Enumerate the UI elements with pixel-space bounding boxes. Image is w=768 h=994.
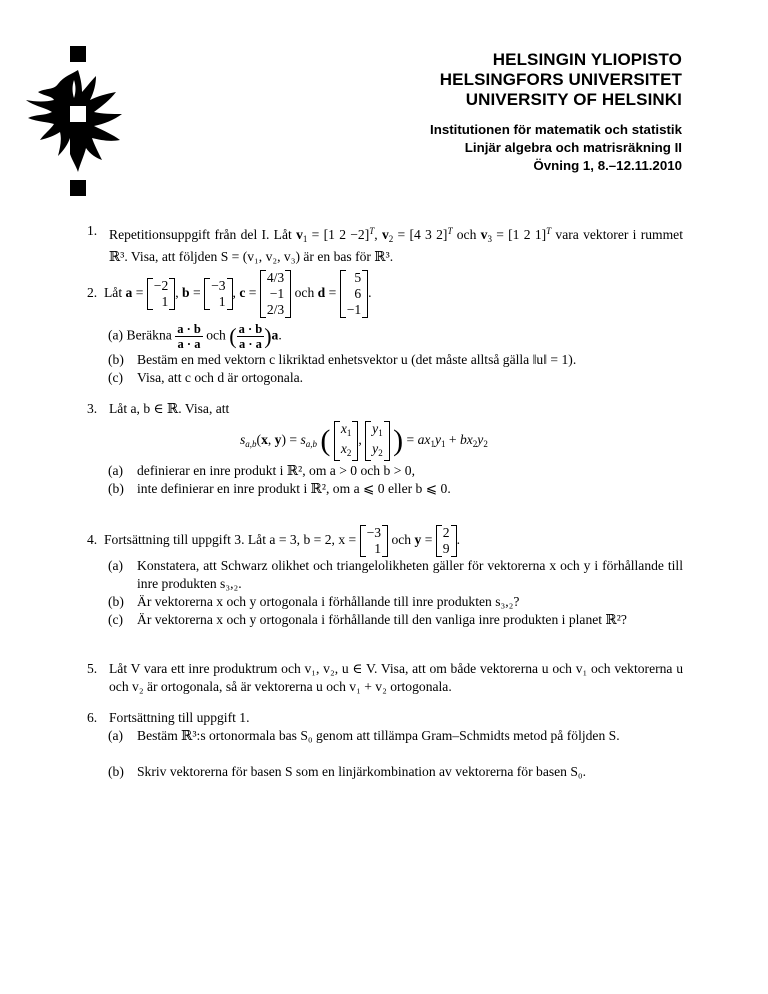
vector-v1: [1 2 −2] [323, 227, 370, 242]
sub-label: (a) [108, 558, 124, 573]
problem-text: Låt V vara ett inre produktrum och v₁, v₂, u ∈ V. Visa, att om både vektorerna u och v₁ och vektorerna u och v₂ är ortogonala, så är vektorerna u och v₁ + v₂ ortogonala. [109, 661, 683, 694]
problem-number: 2. [87, 285, 98, 301]
matrix-d [340, 270, 368, 318]
problem-text: Fortsättning till uppgift 1. [109, 710, 250, 725]
matrix-cell: 1 [218, 294, 226, 309]
matrix-cell: 5 [354, 270, 362, 285]
course-name: Linjär algebra och matrisräkning II [464, 140, 682, 155]
problem-number: 6. [87, 710, 98, 725]
inner-product-formula: $s_{a,b}(x$, $y) = s_{a,b}$ ( $x_1$ $x_2$ , $y_1$ $y_2$ ) = $ax_1y_1 + bx_2y_2$ [240, 421, 488, 461]
matrix-c [260, 270, 291, 318]
matrix-cell: 9 [442, 541, 450, 556]
sub-label: (b) [108, 481, 124, 496]
problem-6 [87, 709, 683, 727]
problem-3a [108, 462, 683, 480]
matrix-cell: −1 [269, 286, 285, 301]
problem-intro: Fortsättning till uppgift 3. Låt a = 3, b = 2, x = [104, 532, 357, 548]
sub-label: (b) [108, 764, 124, 779]
sub-label: (c) [108, 370, 124, 385]
sub-text: Beräkna [126, 327, 172, 343]
problem-3b [108, 480, 683, 498]
university-logo-icon [24, 44, 124, 196]
problem-number: 3. [87, 401, 98, 416]
matrix-cell: −2 [153, 278, 169, 293]
matrix-cell: 1 [374, 541, 382, 556]
problem-2-vectors: 2. Låt a = −2 1 , b = −3 1 , c = 4/3 −1 2/3 och d = 5 6 −1 . [87, 270, 372, 317]
matrix-y [436, 525, 457, 557]
problem-intro: Repetitionsuppgift från del I. Låt [109, 227, 292, 242]
problem-6a [108, 727, 683, 745]
problem-number: 5. [87, 661, 98, 676]
sub-text: inte definierar en inre produkt i ℝ², om a ⩽ 0 eller b ⩽ 0. [137, 481, 451, 496]
vector-v3: [1 2 1] [508, 227, 547, 242]
vector-v2: [4 3 2] [409, 227, 448, 242]
sub-text: Är vektorerna x och y ortogonala i förhållande till inre produkten s₃,₂? [137, 594, 520, 609]
university-name-fi: HELSINGIN YLIOPISTO [492, 50, 682, 69]
university-name [440, 50, 682, 110]
problem-2c [108, 369, 683, 387]
problem-2b [108, 351, 683, 369]
problem-number: 1. [87, 223, 98, 238]
problem-4b [108, 593, 683, 611]
university-name-sv: HELSINGFORS UNIVERSITET [439, 70, 682, 89]
course-header [430, 121, 682, 175]
problem-5 [87, 660, 683, 696]
matrix-a [147, 278, 175, 310]
matrix-cell: 6 [354, 286, 362, 301]
problem-text: Repetitionsuppgift från del I. Låt $v_1 = [1$ 2 −2]$^T$, $v_2 = [4$ 3 2]$^T$ och $v_3 = [1$ 2 1]$^T$ vara vektorer i rummet ℝ³. Visa, att följden S = (v₁, v₂, v₃) är en bas för ℝ³. [109, 226, 683, 264]
problem-3 [87, 400, 683, 418]
sub-label: (a) [108, 728, 124, 743]
sub-text: Bestäm en med vektorn c likriktad enhetsvektor u (det måste alltså gälla ‖u‖ = 1). [137, 352, 577, 367]
sub-label: (b) [108, 352, 124, 367]
matrix-cell: −1 [346, 302, 362, 317]
problem-4-intro: 4. Fortsättning till uppgift 3. Låt a = 3, b = 2, x = −3 1 och y = 2 9 . [87, 525, 460, 556]
matrix-cell: −3 [211, 278, 226, 293]
problem-6b [108, 763, 683, 781]
matrix-x [360, 525, 388, 557]
problem-tail: vektorer i rummet ℝ³. Visa, att följden S = (v₁, v₂, v₃) är en bas för ℝ³. [109, 227, 683, 264]
sub-text: Skriv vektorerna för basen S som en linjärkombination av vektorerna för basen S₀. [137, 764, 587, 779]
sub-label: (a) [108, 327, 124, 343]
problem-text: Låt a, b ∈ ℝ. Visa, att [109, 401, 230, 416]
sub-label: (c) [108, 612, 124, 627]
fraction-ab-aa-scalar: $\frac{a \cdot b}{a \cdot a}$ [238, 322, 263, 351]
problem-1 [87, 222, 683, 266]
fraction-ab-aa: $\frac{a \cdot b}{a \cdot a}$ [177, 322, 201, 351]
matrix-cell: 2 [442, 525, 450, 540]
sub-text: Visa, att c och d är ortogonala. [137, 370, 304, 385]
sub-text: Bestäm ℝ³:s ortonormala bas S₀ genom att tillämpa Gram–Schmidts metod på följden S. [137, 728, 620, 743]
matrix-cell: 4/3 [266, 270, 285, 285]
matrix-cell: 1 [161, 294, 169, 309]
sub-text: definierar en inre produkt i ℝ², om a > 0 och b > 0, [137, 463, 415, 478]
sub-label: (a) [108, 463, 124, 478]
matrix-cell: 2/3 [266, 302, 285, 317]
university-name-en: UNIVERSITY OF HELSINKI [465, 90, 682, 109]
sub-text: Konstatera, att Schwarz olikhet och triangelolikheten gäller för vektorerna x och y i förhållande till inre produkten s₃,₂. [137, 558, 683, 591]
matrix-b [204, 278, 232, 310]
department-name: Institutionen för matematik och statistik [430, 122, 682, 137]
problem-4a [108, 557, 683, 593]
problem-4c [108, 611, 683, 629]
exercise-title: Övning 1, 8.–12.11.2010 [533, 158, 682, 173]
problem-number: 4. [87, 532, 98, 548]
matrix-cell: −3 [366, 525, 382, 540]
problem-2a: (a) Beräkna $\frac{a \cdot b}{a \cdot a}$ och ( $\frac{a \cdot b}{a \cdot a}$ )a. [108, 322, 282, 351]
sub-text: Är vektorerna x och y ortogonala i förhållande till den vanliga inre produkten i planet ℝ²? [137, 612, 627, 627]
sub-label: (b) [108, 594, 124, 609]
